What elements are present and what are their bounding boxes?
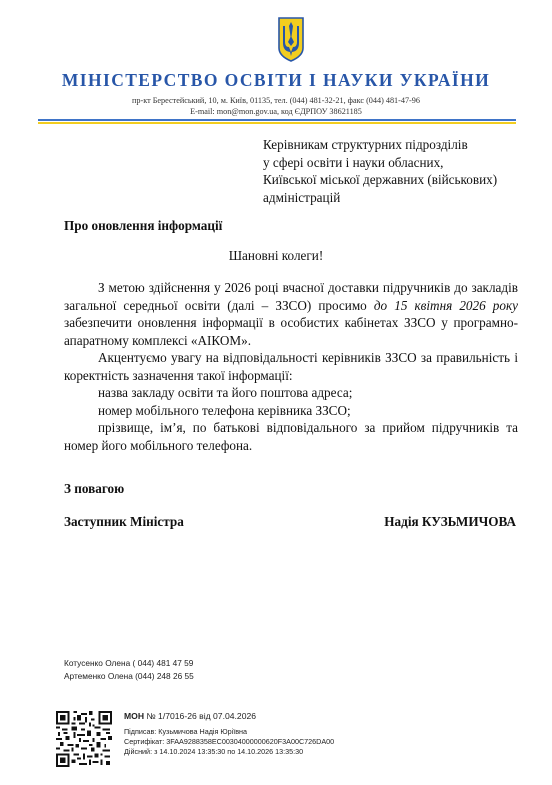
- list-item: номер мобільного телефона керівника ЗЗСО;: [98, 402, 351, 418]
- letter-body: [64, 279, 518, 454]
- list-item: назва закладу освіти та його поштова адреса;: [98, 385, 353, 400]
- executor-line: Котусенко Олена ( 044) 481 47 59: [64, 658, 194, 668]
- greeting: Шановні колеги!: [228, 248, 324, 263]
- ministry-email: E-mail: mon@mon.gov.ua, код ЄДРПОУ 38621185: [190, 107, 362, 116]
- body-paragraph-2: Акцентуємо увагу на відповідальності керівників ЗЗСО за правильність і коректність зазначення такої інформації:: [64, 350, 518, 383]
- body-paragraph-1: [64, 279, 518, 349]
- deadline-date: до 15 квітня 2026 року: [373, 297, 519, 313]
- addressee-line: Київської міської державних (військових): [263, 172, 498, 187]
- list-item: прізвище, ім’я, по батькові відповідального за прийом підручників та номер його мобільного телефона.: [64, 420, 518, 453]
- certificate-validity: Дійсний: з 14.10.2024 13:35:30 по 14.10.2026 13:35:30: [124, 746, 304, 756]
- registration-number: [124, 711, 334, 721]
- closing-regards: З повагою: [64, 481, 125, 496]
- certificate-id: Сертифікат: 3FAA9288358EC00304000000620F3A00C726DA00: [124, 736, 335, 746]
- ministry-address: пр-кт Берестейський, 10, м. Київ, 01135, тел. (044) 481-32-21, факс (044) 481-47-96: [132, 96, 420, 105]
- signed-by: Підписав: Кузьмичова Надія Юріївна: [124, 727, 248, 736]
- registration-detail: № 1/7016-26 від 07.04.2026: [144, 711, 257, 721]
- signatory-name: Надія КУЗЬМИЧОВА: [384, 514, 516, 529]
- registration-prefix: МОН: [124, 711, 145, 721]
- signatory-role: Заступник Міністра: [64, 514, 184, 529]
- qr-code-icon: [56, 711, 112, 767]
- letterhead-rule-blue: [38, 119, 516, 121]
- paragraph-text: З метою здійснення у 2026 році вчасної доставки підручників до закладів загальної середньої освіти (далі – ЗЗСО) просимо: [64, 280, 518, 313]
- ministry-title: МІНІСТЕРСТВО ОСВІТИ І НАУКИ УКРАЇНИ: [61, 70, 491, 90]
- letterhead-rule-yellow: [38, 122, 516, 124]
- addressee-line: адміністрацій: [263, 189, 341, 205]
- e-signature-block: [124, 711, 334, 756]
- paragraph-text: забезпечити оновлення інформації в особистих кабінетах ЗЗСО у програмно-апаратному комплексі «АІКОМ».: [64, 315, 518, 348]
- addressee-line: у сфері освіти і науки обласних,: [263, 154, 444, 170]
- letter-subject: Про оновлення інформації: [64, 218, 223, 233]
- executor-line: Артеменко Олена (044) 248 26 55: [64, 670, 194, 681]
- addressee-line: Керівникам структурних підрозділів: [263, 137, 468, 152]
- executors-block: [64, 657, 194, 682]
- ukraine-trident-icon: [277, 16, 305, 62]
- addressee-block: [263, 136, 533, 206]
